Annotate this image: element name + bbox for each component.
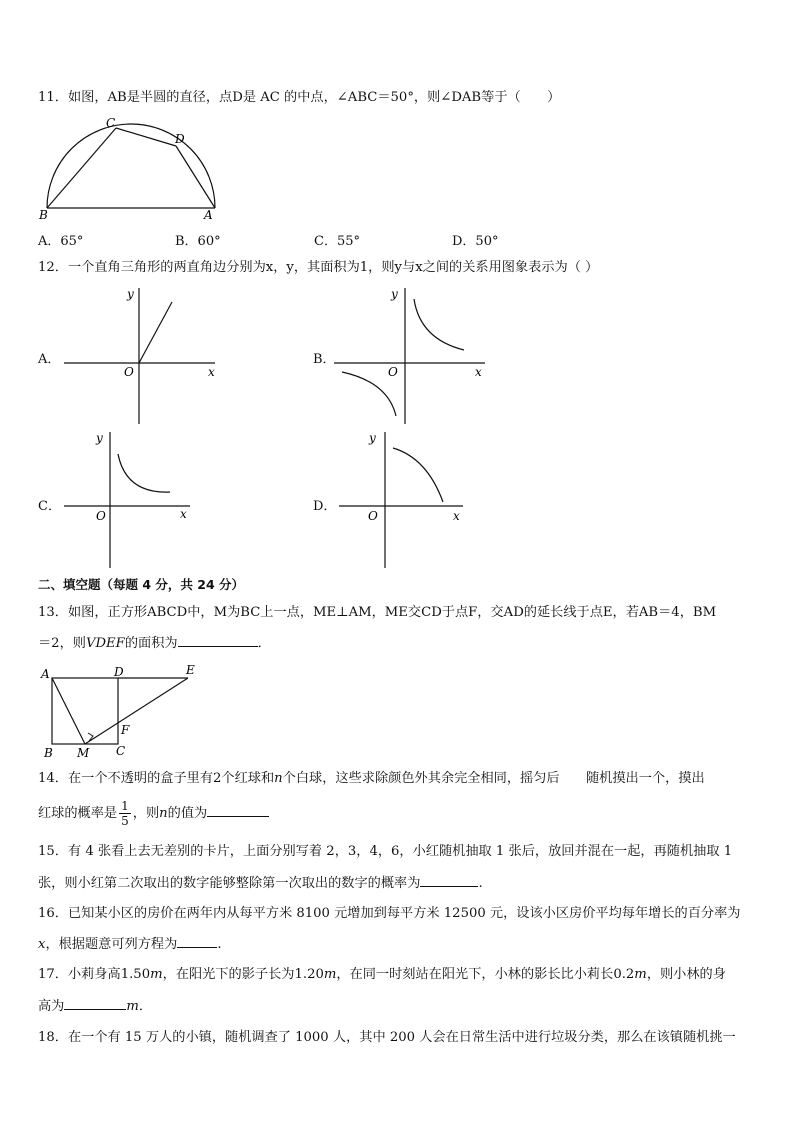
q18-stem-line1: 18．在一个有 15 万人的小镇，随机调查了 1000 人，其中 200 人会在日常生活中进行垃圾分类，那么在该镇随机挑一 xyxy=(38,1030,736,1045)
q13-stem-line1: 13．如图，正方形ABCD中，M为BC上一点，ME⊥AM，ME交CD于点F，交AD的延长线于点E，若AB＝4，BM xyxy=(38,605,717,620)
svg-text:y: y xyxy=(96,431,103,445)
q17-answer-blank[interactable] xyxy=(64,997,126,1010)
q12-option-a-label: A． xyxy=(38,352,61,367)
q13-stem-line2: ＝2，则VDEF的面积为 ． xyxy=(38,636,271,651)
q16-stem-line2: x，根据题意可列方程为 . xyxy=(38,937,222,952)
q11-option-b: B．60° xyxy=(175,234,221,249)
square-ABCD xyxy=(52,678,118,744)
q12-graph-a xyxy=(60,284,220,426)
line-through-origin xyxy=(139,302,172,363)
q11-semicircle-figure xyxy=(36,118,226,222)
svg-text:C: C xyxy=(116,744,126,758)
hyperbola-q1 xyxy=(118,454,170,492)
svg-text:x: x xyxy=(180,507,187,521)
curve-decreasing xyxy=(393,448,443,502)
q15-stem-line2: 张，则小红第二次取出的数字能够整除第一次取出的数字的概率为 . xyxy=(38,876,483,891)
q15-answer-blank[interactable] xyxy=(420,874,478,887)
svg-text:y: y xyxy=(391,287,398,301)
svg-text:E: E xyxy=(186,663,195,677)
svg-text:y: y xyxy=(127,287,134,301)
q12-graph-d xyxy=(335,428,475,570)
q17-stem-line1: 17．小莉身高1.50m，在阳光下的影子长为1.20m，在同一时刻站在阳光下，小林的影长比小莉长0.2m，则小林的身 xyxy=(38,967,726,982)
segment-AM xyxy=(52,678,85,744)
probability-fraction: $\frac{1}{5}$ xyxy=(121,799,129,828)
segment-ME xyxy=(85,678,188,744)
label-B: B xyxy=(39,208,48,222)
svg-text:F: F xyxy=(121,723,130,737)
q12-option-b-label: B． xyxy=(313,352,336,367)
section-title-fill-in: 二、填空题（每题 4 分，共 24 分） xyxy=(38,577,245,592)
q12-option-c-label: C． xyxy=(38,499,61,514)
q14-stem-line1: 14．在一个不透明的盒子里有2个红球和n个白球，这些求除颜色外其余完全相同，摇匀后 随机摸出一个，摸出 xyxy=(38,771,705,786)
q16-answer-blank[interactable] xyxy=(177,935,217,948)
q12-graph-c xyxy=(60,428,200,570)
svg-text:B: B xyxy=(44,746,53,760)
semicircle-arc xyxy=(47,124,215,208)
svg-text:O: O xyxy=(368,509,378,523)
label-D: D xyxy=(175,132,185,146)
svg-text:A: A xyxy=(41,667,50,681)
q14-answer-blank[interactable] xyxy=(207,804,269,817)
q11-stem: 11．如图，AB是半圆的直径，点D是 AC 的中点，∠ABC＝50°，则∠DAB等于（ ） xyxy=(38,90,561,105)
q17-stem-line2: 高为 m． xyxy=(38,999,153,1014)
q11-option-d: D．50° xyxy=(452,234,499,249)
q14-stem-line2: 红球的概率是 $\frac{1}{5}$ ，则n的值为 xyxy=(38,799,269,828)
q11-option-a: A．65° xyxy=(38,234,84,249)
q12-graph-b xyxy=(330,284,490,426)
svg-text:y: y xyxy=(369,431,376,445)
q11-option-c: C．55° xyxy=(314,234,360,249)
chord-CD xyxy=(116,128,176,146)
q12-stem: 12．一个直角三角形的两直角边分别为x，y，其面积为1，则y与x之间的关系用图象表示为（ ） xyxy=(38,260,599,275)
q15-stem-line1: 15．有 4 张看上去无差别的卡片，上面分别写着 2，3，4，6，小红随机抽取 1 张后，放回并混在一起，再随机抽取 1 xyxy=(38,844,733,859)
svg-text:D: D xyxy=(114,665,124,679)
q13-square-figure xyxy=(38,662,208,762)
svg-text:x: x xyxy=(208,365,215,379)
hyperbola-q1 xyxy=(414,299,464,350)
q11-text: 如图，AB是半圆的直径，点D是 AC 的中点，∠ABC＝50°，则∠DAB等于（ ） xyxy=(67,90,561,105)
label-A: A xyxy=(204,208,213,222)
q12-option-d-label: D． xyxy=(313,499,337,514)
svg-text:O: O xyxy=(96,509,106,523)
q16-stem-line1: 16．已知某小区的房价在两年内从每平方米 8100 元增加到每平方米 12500 元，设该小区房价平均每年增长的百分率为 xyxy=(38,906,741,921)
svg-text:O: O xyxy=(124,365,134,379)
q13-answer-blank[interactable] xyxy=(178,634,258,647)
svg-text:O: O xyxy=(388,365,398,379)
svg-text:x: x xyxy=(475,365,482,379)
label-C: C xyxy=(106,118,116,130)
svg-text:M: M xyxy=(77,746,90,760)
svg-text:x: x xyxy=(453,509,460,523)
